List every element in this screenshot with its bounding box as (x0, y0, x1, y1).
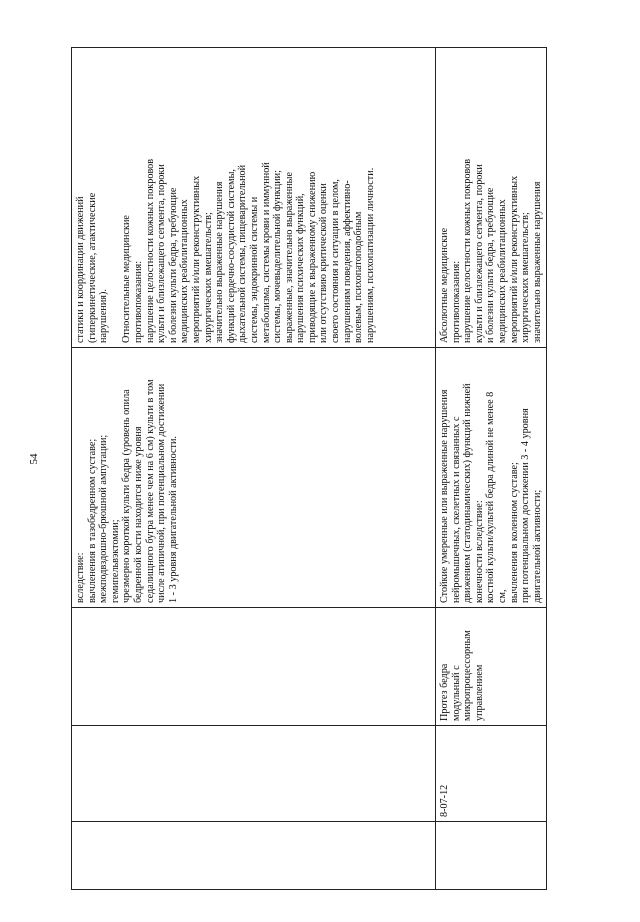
text-line: нарушениям, психопатизации личности. (364, 167, 376, 343)
text-line: Стойкие умеренные или выраженные нарушения (439, 389, 450, 603)
text-line: вследствие: (75, 552, 86, 603)
text-line: и болезни культи бедра, требующие (485, 187, 497, 343)
text-line: системы, мочевыделительной функции; (272, 170, 284, 343)
text-line: и болезни культи бедра, требующие (167, 187, 179, 343)
text-line: нарушение целостности кожных покровов (144, 158, 156, 343)
text-line: управлением (473, 664, 485, 721)
text-line: выраженные, значительно выраженные (283, 172, 295, 343)
text-line: конечности вследствие: (473, 500, 485, 603)
table-row (436, 48, 547, 890)
text-line: статики и координации движений (75, 196, 86, 343)
document-table (71, 47, 547, 890)
cell-r1-c5 (72, 48, 436, 348)
text-line: чрезмерно короткой культи бедра (уровень опила (121, 389, 133, 603)
text-line: значительно выраженные нарушения (531, 181, 543, 343)
cell-r1-c2 (72, 726, 436, 822)
text-line: метаболизма, системы крови и иммунной (260, 162, 272, 343)
cell-r2-c3 (436, 608, 547, 726)
text-line (110, 52, 122, 343)
cell-r1-c1 (72, 822, 436, 890)
cell-r1-c3 (72, 608, 436, 726)
text-line: нарушение целостности кожных покровов (462, 158, 474, 343)
text-line: нейромышечных, скелетных и связанных с (450, 416, 462, 603)
cell-r2-c5 (436, 48, 547, 348)
text-line: микропроцессорным (462, 630, 474, 721)
text-line: 1 - 3 уровня двигательной активности. (167, 436, 179, 603)
text-line: см, (496, 589, 508, 603)
text-line: Абсолютные медицинские (439, 227, 450, 343)
page-number-text: 54 (28, 453, 40, 465)
text-line: модульный с (450, 665, 462, 721)
text-line: мероприятий и/или реконструктивных (508, 175, 520, 343)
text-line: гемипельвэктомии; (109, 519, 121, 603)
text-line: приводящие к выраженному снижению (306, 171, 318, 343)
cell-r2-c4 (436, 348, 547, 608)
text-line: медицинских реабилитационных (179, 199, 191, 343)
text-line: противопоказания: (132, 260, 144, 343)
text-line: двигательной активности; (531, 489, 543, 603)
text-line: вычленения в коленном суставе; (508, 462, 520, 603)
text-line: хирургических вмешательств; (202, 212, 214, 343)
text-line: дыхательной системы, пищеварительной (237, 164, 249, 343)
text-line: медицинских реабилитационных (496, 199, 508, 343)
text-line: седалищного бугра менее чем на 6 см) культи в том (144, 379, 156, 603)
text-line: бедренной кости находится ниже уровня (132, 426, 144, 603)
table-row (72, 48, 436, 890)
text-line: межподвздошно-брюшной ампутации; (98, 434, 110, 603)
text-line: культи и близлежащего сегмента, пороки (473, 164, 485, 343)
text-line: культи и близлежащего сегмента, пороки (156, 164, 168, 343)
text-line: функций сердечно-сосудистой системы, (225, 169, 237, 343)
text-line: противопоказания: (450, 260, 462, 343)
text-line: нарушения). (98, 289, 110, 343)
text-line: хирургических вмешательств; (520, 212, 532, 343)
text-line: нарушения психических функций, (295, 193, 307, 343)
text-line: числе атипичной, при потенциальном достижении (156, 383, 168, 603)
page-number (27, 445, 41, 473)
text-line: значительно выраженные нарушения (214, 181, 226, 343)
text-line: Протез бедра (439, 663, 450, 721)
text-line: мероприятий и/или реконструктивных (190, 175, 202, 343)
cell-r2-c1 (436, 822, 547, 890)
text-line: вычленения в тазобедренном суставе; (86, 438, 98, 603)
text-line: волевым, психопатоподобным (353, 211, 365, 343)
text-line: нарушениям поведения, аффективно- (341, 180, 353, 343)
text-line: движением (статодинамических) функций нижней (462, 383, 474, 603)
text-line: своего состояния и ситуации в целом, (330, 179, 342, 343)
cell-r1-c4 (72, 348, 436, 608)
text-line: Относительные медицинские (121, 215, 133, 343)
text-line: системы, эндокринной системы и (248, 196, 260, 343)
cell-r2-c2: 8-07-12 (436, 726, 547, 822)
text-line: при потенциальном достижении 3 - 4 уровня (520, 408, 532, 603)
text-line: (гиперкинетические, атактические (86, 192, 98, 343)
text-line: или отсутствию критической оценки (318, 183, 330, 343)
text-line: костной культи/культей бедра длиной не менее 8 (485, 391, 497, 603)
rotated-table-container (71, 48, 543, 890)
